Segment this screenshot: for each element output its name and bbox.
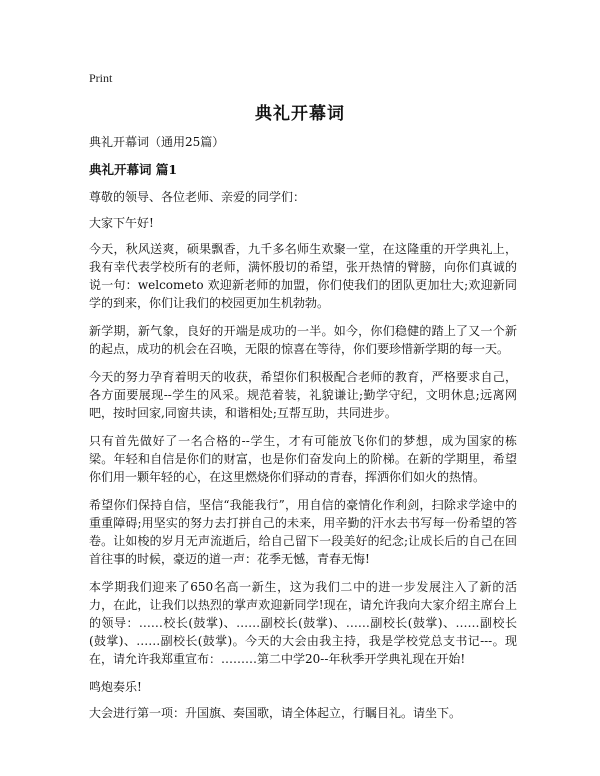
document-title: 典礼开幕词 <box>255 104 345 124</box>
document-body <box>89 188 517 732</box>
paragraph-salutation: 大家下午好! <box>89 216 154 230</box>
section-heading: 典礼开幕词 篇1 <box>89 162 178 177</box>
paragraph: 新学期，新气象，良好的开端是成功的一半。如今，你们稳健的踏上了又一个新的起点，成功的机会在召唤，无限的惊喜在等待，你们要珍惜新学期的每一天。 <box>89 324 517 356</box>
paragraph: 大会进行第一项：升国旗、奏国歌，请全体起立，行瞩目礼。请坐下。 <box>89 706 462 720</box>
paragraph: 今天的努力孕育着明天的收获，希望你们积极配合老师的教育，严格要求自己，各方面要展现--学生的风采。规范着装，礼貌谦让;勤学守纪，文明休息;远离网吧，按时回家,同窗共读，和谐相处;互帮互助，共同进步。 <box>89 370 517 420</box>
paragraph-greeting: 尊敬的领导、各位老师、亲爱的同学们： <box>89 190 306 204</box>
paragraph: 本学期我们迎来了650名高一新生，这为我们二中的进一步发展注入了新的活力，在此，让我们以热烈的掌声欢迎新同学!现在，请允许我向大家介绍主席台上的领导：……校长(鼓掌)、……副校长(鼓掌)、……副校长(鼓掌)、……副校长(鼓掌)、……副校长(鼓掌)。今天的大会由我主持，我是学校党总支书记---。现在，请允许我郑重宣布：………第二中学20--年秋季开学典礼现在开始! <box>89 580 517 666</box>
paragraph: 今天，秋风送爽，硕果飘香，九千多名师生欢聚一堂，在这隆重的开学典礼上，我有幸代表学校所有的老师，满怀殷切的希望，张开热情的臂膀，向你们真诚的说一句：welcometo 欢迎新老师的加盟，你们使我们的团队更加壮大;欢迎新同学的到来，你们让我们的校园更加生机勃勃。 <box>89 242 517 310</box>
document-subtitle: 典礼开幕词（通用25篇） <box>89 135 225 149</box>
paragraph: 只有首先做好了一名合格的--学生，才有可能放飞你们的梦想，成为国家的栋梁。年轻和自信是你们的财富，也是你们奋发向上的阶梯。在新的学期里，希望你们用一颗年轻的心，在这里燃烧你们驿动的青春，挥洒你们如火的热情。 <box>89 434 517 484</box>
print-label[interactable]: Print <box>89 71 113 85</box>
paragraph: 鸣炮奏乐! <box>89 680 142 694</box>
paragraph: 希望你们保持自信，坚信“我能我行”，用自信的豪情化作利剑，扫除求学途中的重重障碍;用坚实的努力去打拼自己的未来，用辛勤的汗水去书写每一份希望的答卷。让如梭的岁月无声流逝后，给自己留下一段美好的纪念;让成长后的自己在回首往事的时候，豪迈的道一声：花季无憾，青春无悔! <box>89 498 517 566</box>
